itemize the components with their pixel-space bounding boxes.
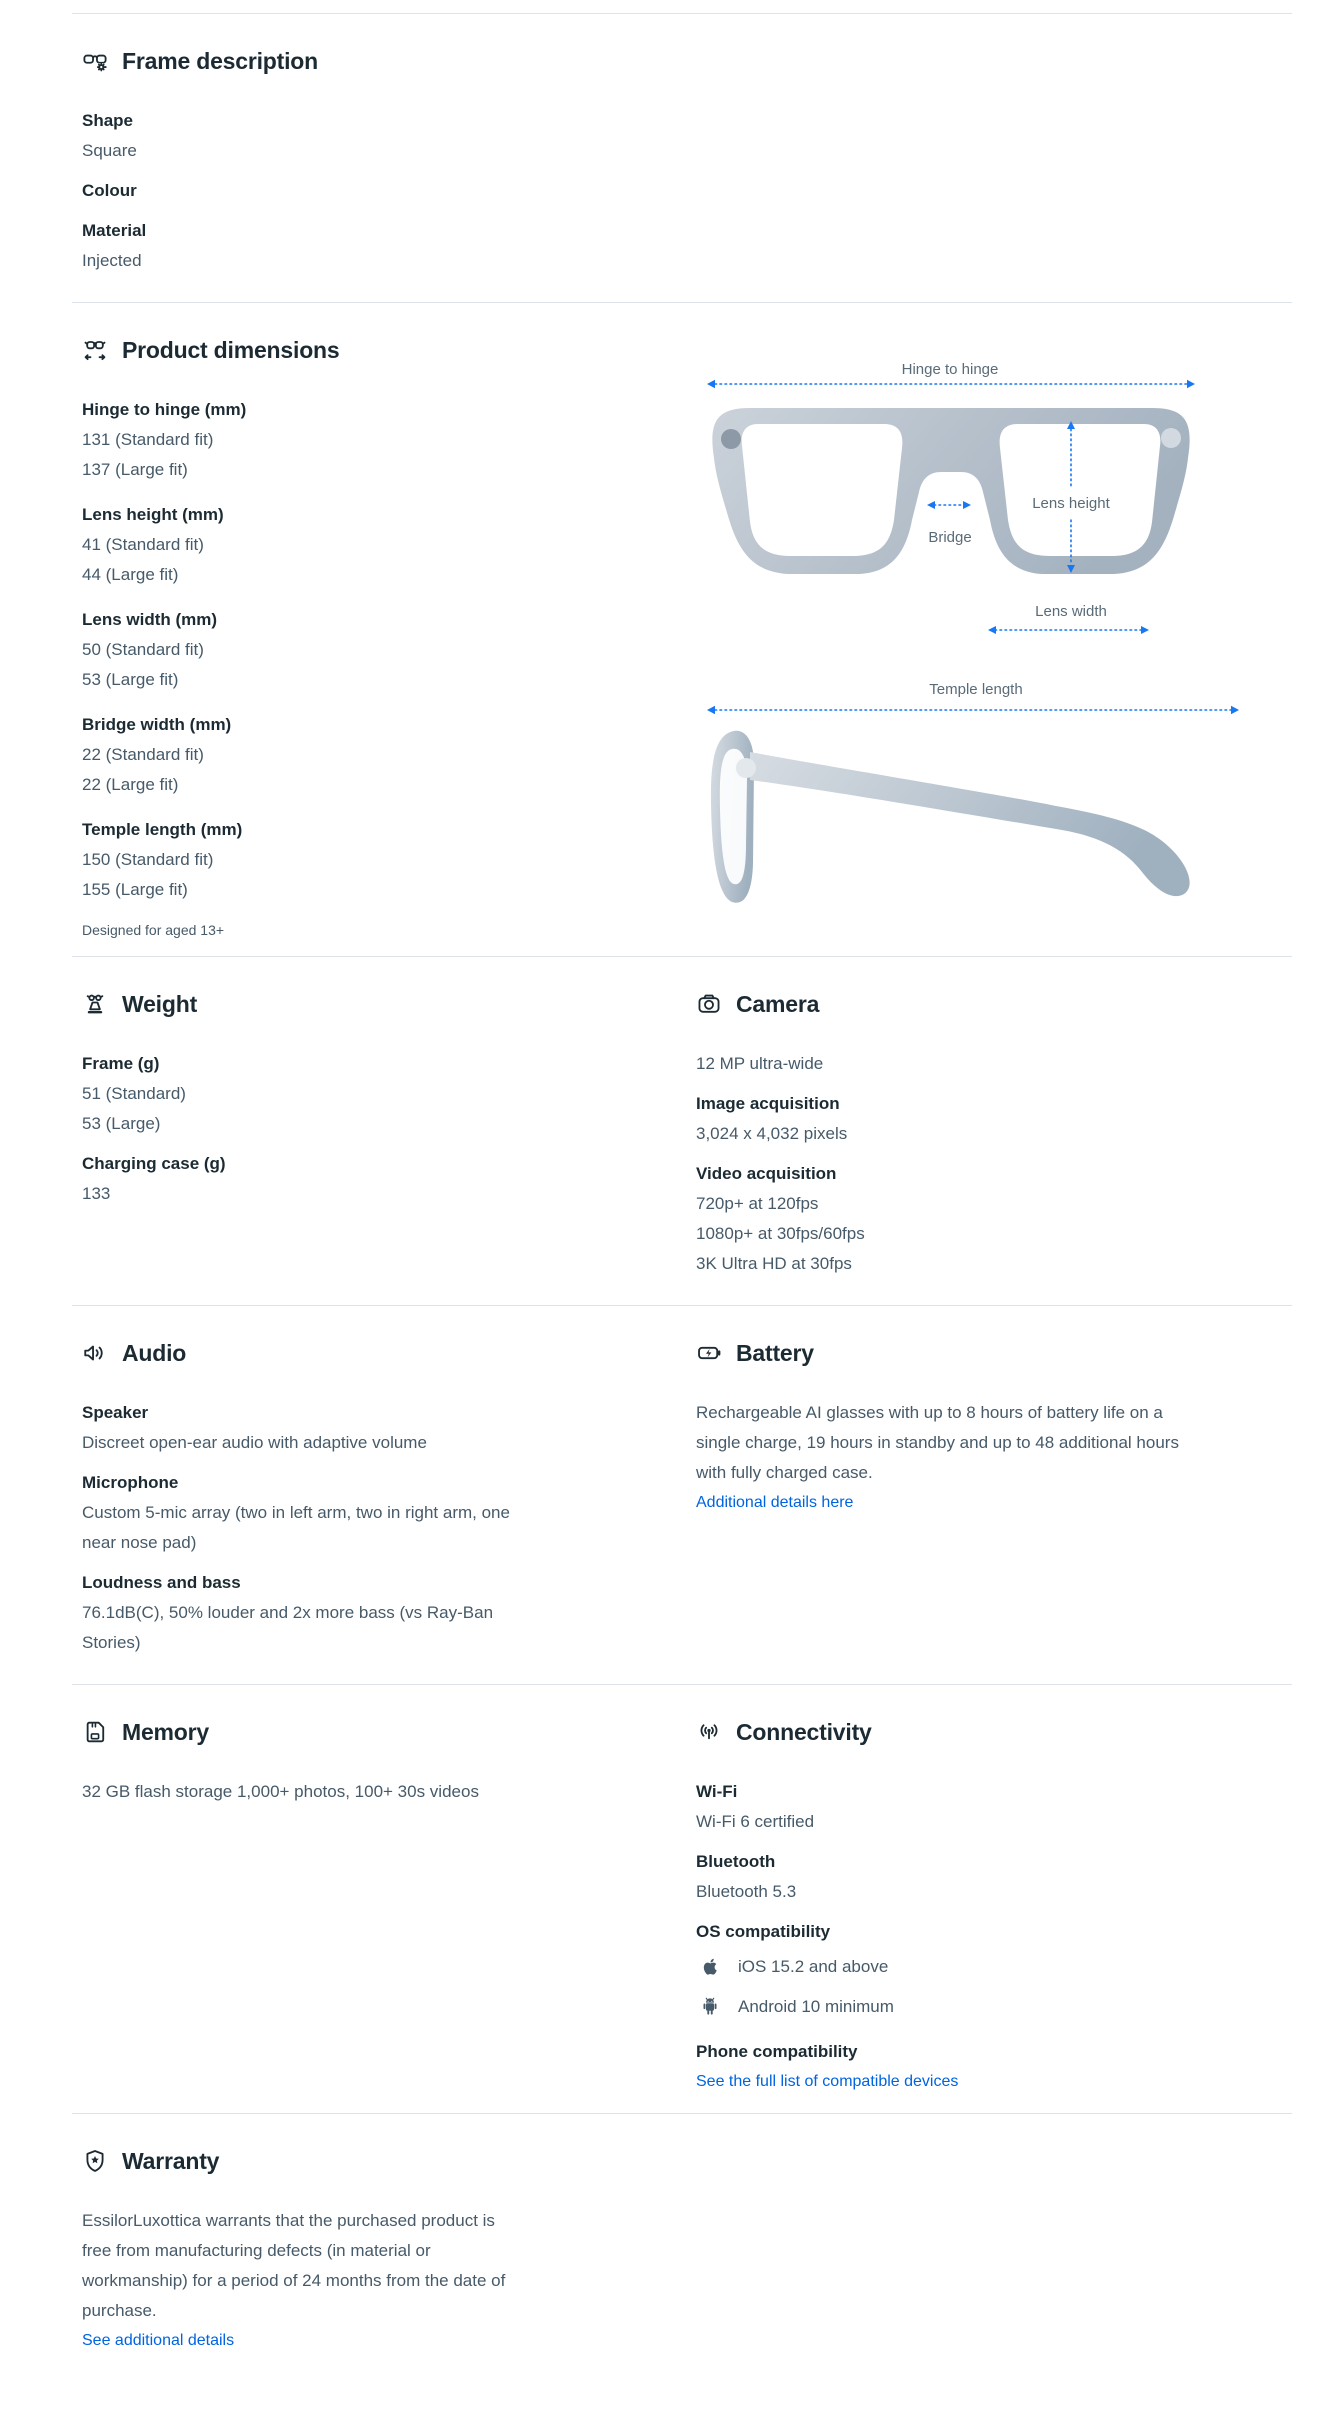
phone-compatibility-label: Phone compatibility — [696, 2042, 858, 2061]
spec-label: Hinge to hinge (mm) — [82, 400, 247, 419]
spec-value: 150 (Standard fit) — [82, 850, 214, 869]
spec-label: Wi-Fi — [696, 1782, 738, 1801]
product-specs-page — [72, 0, 1292, 2412]
storage-card-icon — [82, 1719, 108, 1745]
spec-value: 137 (Large fit) — [82, 460, 188, 479]
spec-label: Colour — [82, 181, 137, 200]
camera-icon — [696, 991, 722, 1017]
spec-value: 22 (Large fit) — [82, 775, 179, 794]
spec-label: Shape — [82, 111, 134, 130]
warranty-header — [82, 2146, 1292, 2176]
shield-star-icon — [82, 2148, 108, 2174]
camera-dot-right — [1161, 428, 1181, 448]
spec-group — [696, 1159, 1292, 1279]
spec-label: Loudness and bass — [82, 1573, 241, 1592]
speaker-icon — [82, 1340, 108, 1366]
section-product-dimensions — [72, 303, 1292, 956]
spec-value: 53 (Large fit) — [82, 670, 179, 689]
spec-group — [696, 1089, 1292, 1149]
spec-value: 3,024 x 4,032 pixels — [696, 1124, 848, 1143]
spec-value: 76.1dB(C), 50% louder and 2x more bass (vs Ray-Ban Stories) — [82, 1603, 494, 1652]
spec-label: Microphone — [82, 1473, 179, 1492]
battery-details-link[interactable]: Additional details here — [696, 1494, 854, 1511]
spec-label: Frame (g) — [82, 1054, 160, 1073]
spec-value: 1080p+ at 30fps/60fps — [696, 1224, 865, 1243]
spec-group — [82, 1568, 668, 1658]
memory-column — [82, 1717, 668, 2097]
spec-group — [82, 176, 1292, 206]
spec-group — [82, 106, 1292, 166]
os-compatibility-label: OS compatibility — [696, 1922, 831, 1941]
audio-header — [82, 1338, 668, 1368]
connectivity-column — [696, 1717, 1292, 2097]
warranty-description: EssilorLuxottica warrants that the purchased product is free from manufacturing defects (in material or workmanship) for a period of 24 months from the date of purchase. — [82, 2211, 506, 2320]
spec-value: Bluetooth 5.3 — [696, 1882, 797, 1901]
spec-value: 133 — [82, 1184, 111, 1203]
connectivity-specs — [696, 1777, 1292, 1907]
weight-column — [82, 989, 668, 1289]
spec-label: Bridge width (mm) — [82, 715, 232, 734]
spec-value: Square — [82, 141, 137, 160]
dimension-diagrams — [696, 358, 1292, 940]
android-icon — [698, 1995, 722, 2019]
frame-description-body — [82, 106, 1292, 276]
age-note: Designed for aged 13+ — [82, 922, 225, 938]
spec-group — [82, 1049, 668, 1139]
spec-group — [82, 710, 668, 800]
camera-intro: 12 MP ultra-wide — [696, 1054, 824, 1073]
spec-group — [82, 815, 668, 905]
section-title: Battery — [736, 1340, 814, 1366]
spec-value: Wi-Fi 6 certified — [696, 1812, 815, 1831]
spec-value: 3K Ultra HD at 30fps — [696, 1254, 852, 1273]
spec-group — [82, 216, 1292, 276]
spec-group — [82, 395, 668, 485]
spec-value: 720p+ at 120fps — [696, 1194, 819, 1213]
glasses-dimensions-icon — [82, 337, 108, 363]
audio-specs — [82, 1398, 668, 1658]
spec-group — [82, 1149, 668, 1209]
spec-label: Temple length (mm) — [82, 820, 243, 839]
spec-group — [82, 1468, 668, 1558]
spec-label: Bluetooth — [696, 1852, 776, 1871]
section-frame-description — [72, 14, 1292, 302]
glasses-gear-icon — [82, 48, 108, 74]
section-title: Memory — [122, 1719, 209, 1745]
spec-group — [82, 500, 668, 590]
battery-column — [696, 1338, 1292, 1668]
section-title: Frame description — [122, 48, 318, 74]
spec-value: 155 (Large fit) — [82, 880, 188, 899]
diagram-label-lens-height: Lens height — [1032, 495, 1110, 512]
section-warranty — [72, 2114, 1292, 2412]
product-dimensions-specs — [82, 395, 668, 940]
spec-value: Discreet open-ear audio with adaptive volume — [82, 1433, 427, 1452]
spec-label: Lens width (mm) — [82, 610, 218, 629]
spec-value: 50 (Standard fit) — [82, 640, 204, 659]
spec-label: Speaker — [82, 1403, 149, 1422]
section-weight-camera — [72, 957, 1292, 1305]
camera-column — [696, 989, 1292, 1289]
spec-label: Video acquisition — [696, 1164, 837, 1183]
compatible-devices-link[interactable]: See the full list of compatible devices — [696, 2073, 959, 2090]
weight-header — [82, 989, 668, 1019]
spec-value: Custom 5-mic array (two in left arm, two in right arm, one near nose pad) — [82, 1503, 510, 1552]
section-audio-battery — [72, 1306, 1292, 1684]
glasses-scale-icon — [82, 991, 108, 1017]
diagram-label-bridge: Bridge — [928, 529, 972, 546]
spec-value: 22 (Standard fit) — [82, 745, 204, 764]
antenna-signal-icon — [696, 1719, 722, 1745]
spec-value: 53 (Large) — [82, 1114, 161, 1133]
glasses-front-diagram — [706, 358, 1196, 636]
spec-value: 44 (Large fit) — [82, 565, 179, 584]
spec-value: 131 (Standard fit) — [82, 430, 214, 449]
section-title: Warranty — [122, 2148, 220, 2174]
diagram-label-temple-length: Temple length — [929, 681, 1023, 698]
spec-group — [696, 1847, 1292, 1907]
section-title: Product dimensions — [122, 337, 340, 363]
spec-group — [696, 1777, 1292, 1837]
camera-header — [696, 989, 1292, 1019]
camera-specs — [696, 1089, 1292, 1279]
spec-value: 41 (Standard fit) — [82, 535, 204, 554]
memory-header — [82, 1717, 668, 1747]
spec-value: 51 (Standard) — [82, 1084, 186, 1103]
apple-icon — [698, 1955, 722, 1979]
spec-label: Lens height (mm) — [82, 505, 224, 524]
spec-label: Charging case (g) — [82, 1154, 226, 1173]
section-title: Camera — [736, 991, 820, 1017]
diagram-label-hinge-to-hinge: Hinge to hinge — [901, 361, 999, 378]
battery-header — [696, 1338, 1292, 1368]
audio-column — [82, 1338, 668, 1668]
section-title: Audio — [122, 1340, 187, 1366]
battery-description: Rechargeable AI glasses with up to 8 hours of battery life on a single charge, 19 hours in standby and up to 48 additional hours with fully charged case. — [696, 1403, 1179, 1482]
camera-dot-side — [736, 758, 756, 778]
spec-group — [82, 605, 668, 695]
spec-group — [82, 1398, 668, 1458]
section-memory-connectivity — [72, 1685, 1292, 2113]
spec-label: Image acquisition — [696, 1094, 840, 1113]
memory-description: 32 GB flash storage 1,000+ photos, 100+ 30s videos — [82, 1782, 479, 1801]
section-title: Connectivity — [736, 1719, 872, 1745]
warranty-details-link[interactable]: See additional details — [82, 2332, 235, 2349]
os-item-android — [696, 1987, 1292, 2027]
weight-specs — [82, 1049, 668, 1209]
glasses-side-diagram — [706, 674, 1240, 909]
os-item-ios — [696, 1947, 1292, 1987]
connectivity-header — [696, 1717, 1292, 1747]
os-item-text: iOS 15.2 and above — [738, 1957, 889, 1976]
frame-description-header — [82, 46, 1292, 76]
section-title: Weight — [122, 991, 198, 1017]
os-item-text: Android 10 minimum — [738, 1997, 894, 2016]
spec-list — [82, 395, 668, 905]
camera-dot-left — [721, 429, 741, 449]
diagram-label-lens-width: Lens width — [1035, 603, 1107, 620]
spec-label: Material — [82, 221, 147, 240]
battery-icon — [696, 1340, 722, 1366]
spec-value: Injected — [82, 251, 142, 270]
